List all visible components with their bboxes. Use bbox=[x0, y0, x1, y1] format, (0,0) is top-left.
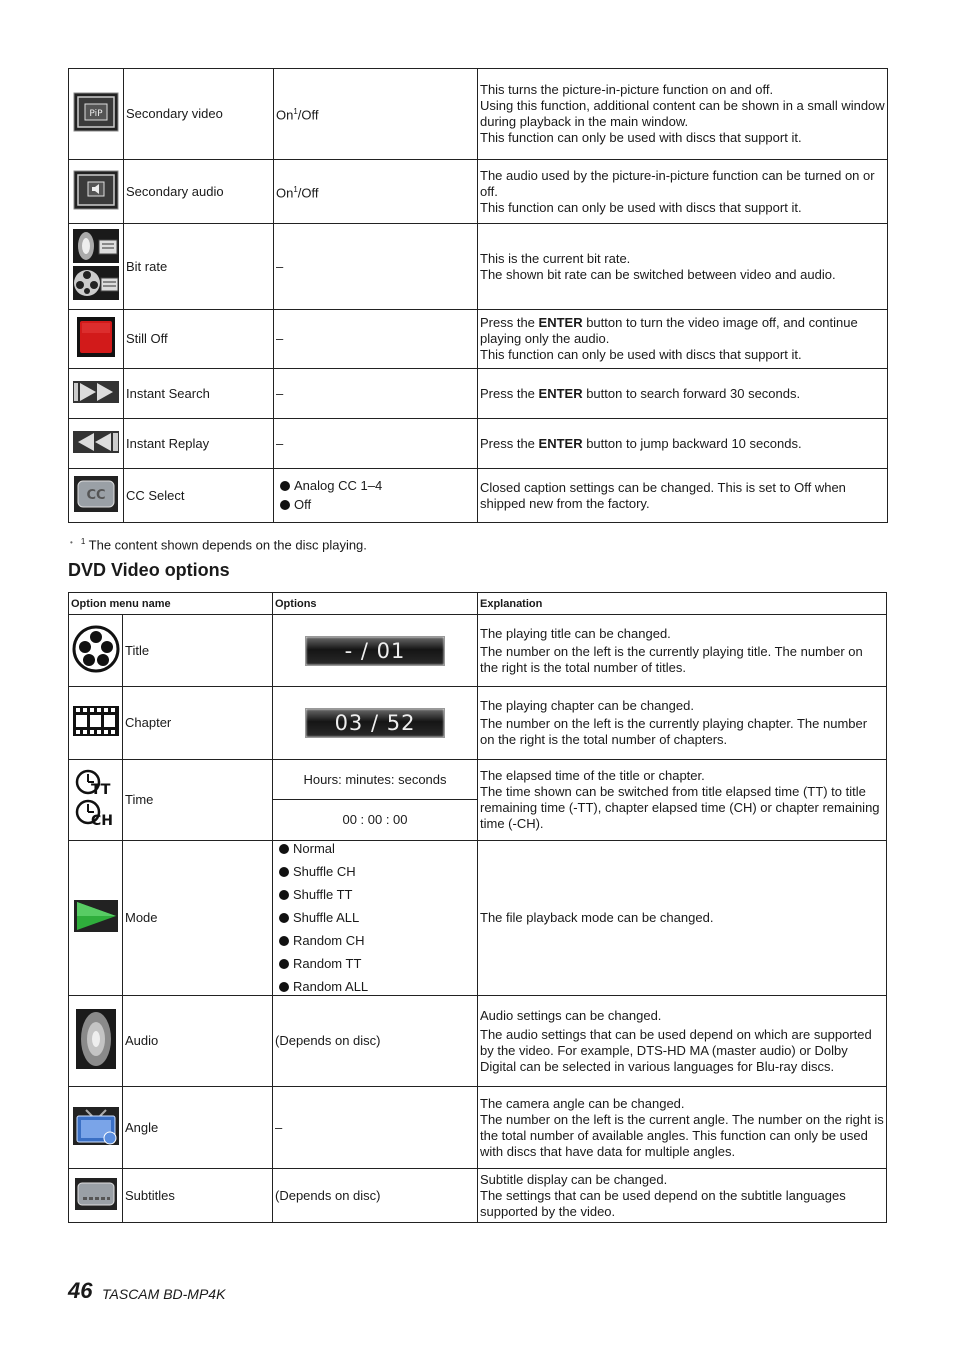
explanation-line: Audio settings can be changed. bbox=[480, 1007, 662, 1023]
row-name: Secondary video bbox=[124, 69, 274, 160]
explanation-line: This function can only be used with discs that support it. bbox=[480, 347, 802, 362]
svg-text:CH: CH bbox=[90, 813, 113, 829]
row-option: (Depends on disc) bbox=[273, 996, 478, 1087]
subtitles-icon bbox=[69, 1169, 123, 1223]
row-explanation bbox=[478, 160, 888, 224]
table-row bbox=[69, 69, 888, 160]
header-options: Options bbox=[273, 593, 478, 615]
row-option: – bbox=[273, 1087, 478, 1169]
chapter-display: 03 / 52 bbox=[305, 708, 445, 738]
explanation-line: The number on the left is the currently playing title. The number on the right is the total number of titles. bbox=[480, 643, 863, 675]
table-header bbox=[69, 593, 887, 615]
dvd-video-options-table bbox=[68, 592, 887, 1223]
table-row bbox=[69, 996, 887, 1087]
header-option-menu-name: Option menu name bbox=[69, 593, 273, 615]
table-row bbox=[69, 1169, 887, 1223]
bit-rate-icon bbox=[69, 224, 124, 310]
option-bullet bbox=[275, 887, 475, 903]
row-option: – bbox=[274, 224, 478, 310]
row-name: Still Off bbox=[124, 310, 274, 369]
svg-text:TT: TT bbox=[90, 782, 110, 798]
row-name: Instant Search bbox=[124, 369, 274, 419]
option-text: Random ALL bbox=[293, 979, 369, 994]
row-name: Secondary audio bbox=[124, 160, 274, 224]
explanation-line: The audio used by the picture-in-picture function can be turned on or off. bbox=[480, 167, 875, 199]
speaker-icon bbox=[69, 996, 123, 1087]
row-explanation bbox=[478, 1169, 887, 1223]
row-option: (Depends on disc) bbox=[273, 1169, 478, 1223]
option-text: Normal bbox=[293, 841, 335, 856]
explanation-line: This is the current bit rate. bbox=[480, 250, 631, 266]
option-text-rest: /Off bbox=[297, 107, 319, 123]
time-format: Hours: minutes: seconds bbox=[273, 760, 478, 800]
explanation-line: This function can only be used with discs that support it. bbox=[480, 130, 802, 145]
table-row bbox=[69, 1087, 887, 1169]
bullet-icon bbox=[279, 890, 289, 900]
explanation-line: The playing title can be changed. bbox=[480, 625, 671, 641]
header-explanation: Explanation bbox=[478, 593, 887, 615]
footnote-number: 1 bbox=[80, 537, 86, 546]
footnote-ref: 1 bbox=[293, 184, 298, 194]
svg-text:CC: CC bbox=[86, 487, 106, 503]
explanation-line: The number on the left is the current angle. The number on the right is the total number of available angles. This function can only be used with discs that have data for multiple angles. bbox=[480, 1111, 884, 1159]
row-option bbox=[273, 615, 478, 687]
table-row bbox=[69, 687, 887, 760]
bullet-icon bbox=[279, 959, 289, 969]
footnote-bullet: • bbox=[70, 538, 73, 548]
explanation-line: Using this function, additional content can be shown in a small window during playback in the main window. bbox=[480, 98, 885, 129]
row-name: Title bbox=[123, 615, 273, 687]
row-explanation bbox=[478, 996, 887, 1087]
option-text: On bbox=[276, 185, 294, 201]
film-reel-icon bbox=[69, 615, 123, 687]
option-text: Analog CC 1–4 bbox=[294, 478, 383, 493]
film-strip-icon bbox=[69, 687, 123, 760]
option-bullet bbox=[275, 841, 475, 857]
table-row bbox=[69, 469, 888, 523]
explanation-line: The file playback mode can be changed. bbox=[480, 910, 714, 925]
option-bullet bbox=[276, 478, 475, 494]
row-name: Angle bbox=[123, 1087, 273, 1169]
explanation-line: The settings that can be used depend on the subtitle languages supported by the video. bbox=[480, 1187, 846, 1219]
explanation-line: The camera angle can be changed. bbox=[480, 1095, 685, 1111]
option-bullet bbox=[275, 864, 475, 880]
instant-search-icon bbox=[69, 369, 124, 419]
explanation-line: Subtitle display can be changed. bbox=[480, 1171, 668, 1187]
table-row bbox=[69, 310, 888, 369]
row-explanation bbox=[478, 369, 888, 419]
row-option bbox=[274, 160, 478, 224]
explanation-line: Closed caption settings can be changed. This is set to Off when shipped new from the factory. bbox=[480, 479, 846, 511]
row-option bbox=[274, 69, 478, 160]
explanation-line: The shown bit rate can be switched between video and audio. bbox=[480, 266, 836, 282]
explanation-line: The time shown can be switched from title elapsed time (TT) to title remaining time (-TT), chapter elapsed time (CH) or chapter remaining time (-CH). bbox=[480, 784, 880, 831]
row-name: Time bbox=[123, 760, 273, 841]
time-icon bbox=[69, 760, 123, 841]
row-explanation bbox=[478, 1087, 887, 1169]
pip-icon bbox=[69, 69, 124, 160]
row-explanation bbox=[478, 310, 888, 369]
table-row bbox=[69, 224, 888, 310]
explanation-line: This function can only be used with discs that support it. bbox=[480, 199, 802, 215]
bullet-icon bbox=[279, 867, 289, 877]
row-name: Audio bbox=[123, 996, 273, 1087]
table-row bbox=[69, 160, 888, 224]
option-text: Shuffle CH bbox=[293, 864, 356, 879]
options-table-continued bbox=[68, 68, 888, 523]
explanation-line: The playing chapter can be changed. bbox=[480, 698, 694, 713]
row-option bbox=[273, 687, 478, 760]
option-bullet bbox=[276, 497, 475, 513]
row-options bbox=[273, 841, 478, 996]
option-bullet bbox=[275, 979, 475, 995]
bullet-icon bbox=[280, 481, 290, 491]
footnote bbox=[70, 537, 367, 552]
row-option: – bbox=[274, 419, 478, 469]
option-text: Off bbox=[294, 497, 312, 512]
option-text: Shuffle TT bbox=[293, 887, 353, 902]
page-number: 46 bbox=[68, 1278, 93, 1303]
play-icon bbox=[69, 841, 123, 996]
explanation-line: The elapsed time of the title or chapter. bbox=[480, 768, 705, 783]
row-explanation bbox=[478, 469, 888, 523]
option-text: Random CH bbox=[293, 933, 365, 948]
footnote-ref: 1 bbox=[293, 107, 298, 117]
row-option: – bbox=[274, 310, 478, 369]
table-row bbox=[69, 419, 888, 469]
row-name: CC Select bbox=[124, 469, 274, 523]
row-explanation bbox=[478, 615, 887, 687]
section-title: DVD Video options bbox=[68, 560, 230, 580]
cc-icon bbox=[69, 469, 124, 523]
row-name: Instant Replay bbox=[124, 419, 274, 469]
title-display: - / 01 bbox=[305, 636, 445, 666]
bullet-icon bbox=[279, 982, 289, 992]
row-explanation bbox=[478, 760, 887, 841]
explanation-line: Press the ENTER button to search forward 30 seconds. bbox=[480, 385, 801, 401]
row-option: – bbox=[274, 369, 478, 419]
row-options bbox=[274, 469, 478, 523]
row-explanation bbox=[478, 69, 888, 160]
explanation-line: The number on the left is the currently playing chapter. The number on the right is the total number of chapters. bbox=[480, 716, 868, 747]
row-name: Bit rate bbox=[124, 224, 274, 310]
table-row bbox=[69, 760, 887, 800]
option-bullet bbox=[275, 910, 475, 926]
bullet-icon bbox=[280, 500, 290, 510]
row-name: Chapter bbox=[123, 687, 273, 760]
option-text: On bbox=[276, 107, 294, 123]
option-bullet bbox=[275, 956, 475, 972]
svg-text:PiP: PiP bbox=[89, 109, 103, 119]
option-bullet bbox=[275, 933, 475, 949]
explanation-line: Press the ENTER button to jump backward 10 seconds. bbox=[480, 435, 802, 451]
row-name: Subtitles bbox=[123, 1169, 273, 1223]
footnote-text: The content shown depends on the disc playing. bbox=[88, 537, 367, 553]
secondary-audio-icon bbox=[69, 160, 124, 224]
bullet-icon bbox=[279, 844, 289, 854]
explanation-line: This turns the picture-in-picture function on and off. bbox=[480, 82, 774, 97]
table-row bbox=[69, 369, 888, 419]
model-name: TASCAM BD-MP4K bbox=[102, 1286, 226, 1302]
explanation-line: The audio settings that can be used depend on which are supported by the video. For example, DTS-HD MA (master audio) or Dolby Digital can be selected in various languages for Blu-ray discs. bbox=[480, 1026, 872, 1074]
bullet-icon bbox=[279, 913, 289, 923]
instant-replay-icon bbox=[69, 419, 124, 469]
row-name: Mode bbox=[123, 841, 273, 996]
option-text: Shuffle ALL bbox=[293, 910, 360, 925]
table-row bbox=[69, 615, 887, 687]
row-explanation bbox=[478, 687, 887, 760]
camera-angle-icon bbox=[69, 1087, 123, 1169]
table-row bbox=[69, 841, 887, 996]
row-explanation bbox=[478, 419, 888, 469]
row-explanation bbox=[478, 841, 887, 996]
option-text: Random TT bbox=[293, 956, 362, 971]
still-off-icon bbox=[69, 310, 124, 369]
option-text-rest: /Off bbox=[297, 185, 319, 201]
time-value: 00 : 00 : 00 bbox=[273, 800, 478, 841]
explanation-line: Press the ENTER button to turn the video image off, and continue playing only the audio. bbox=[480, 315, 858, 346]
bullet-icon bbox=[279, 936, 289, 946]
row-explanation bbox=[478, 224, 888, 310]
